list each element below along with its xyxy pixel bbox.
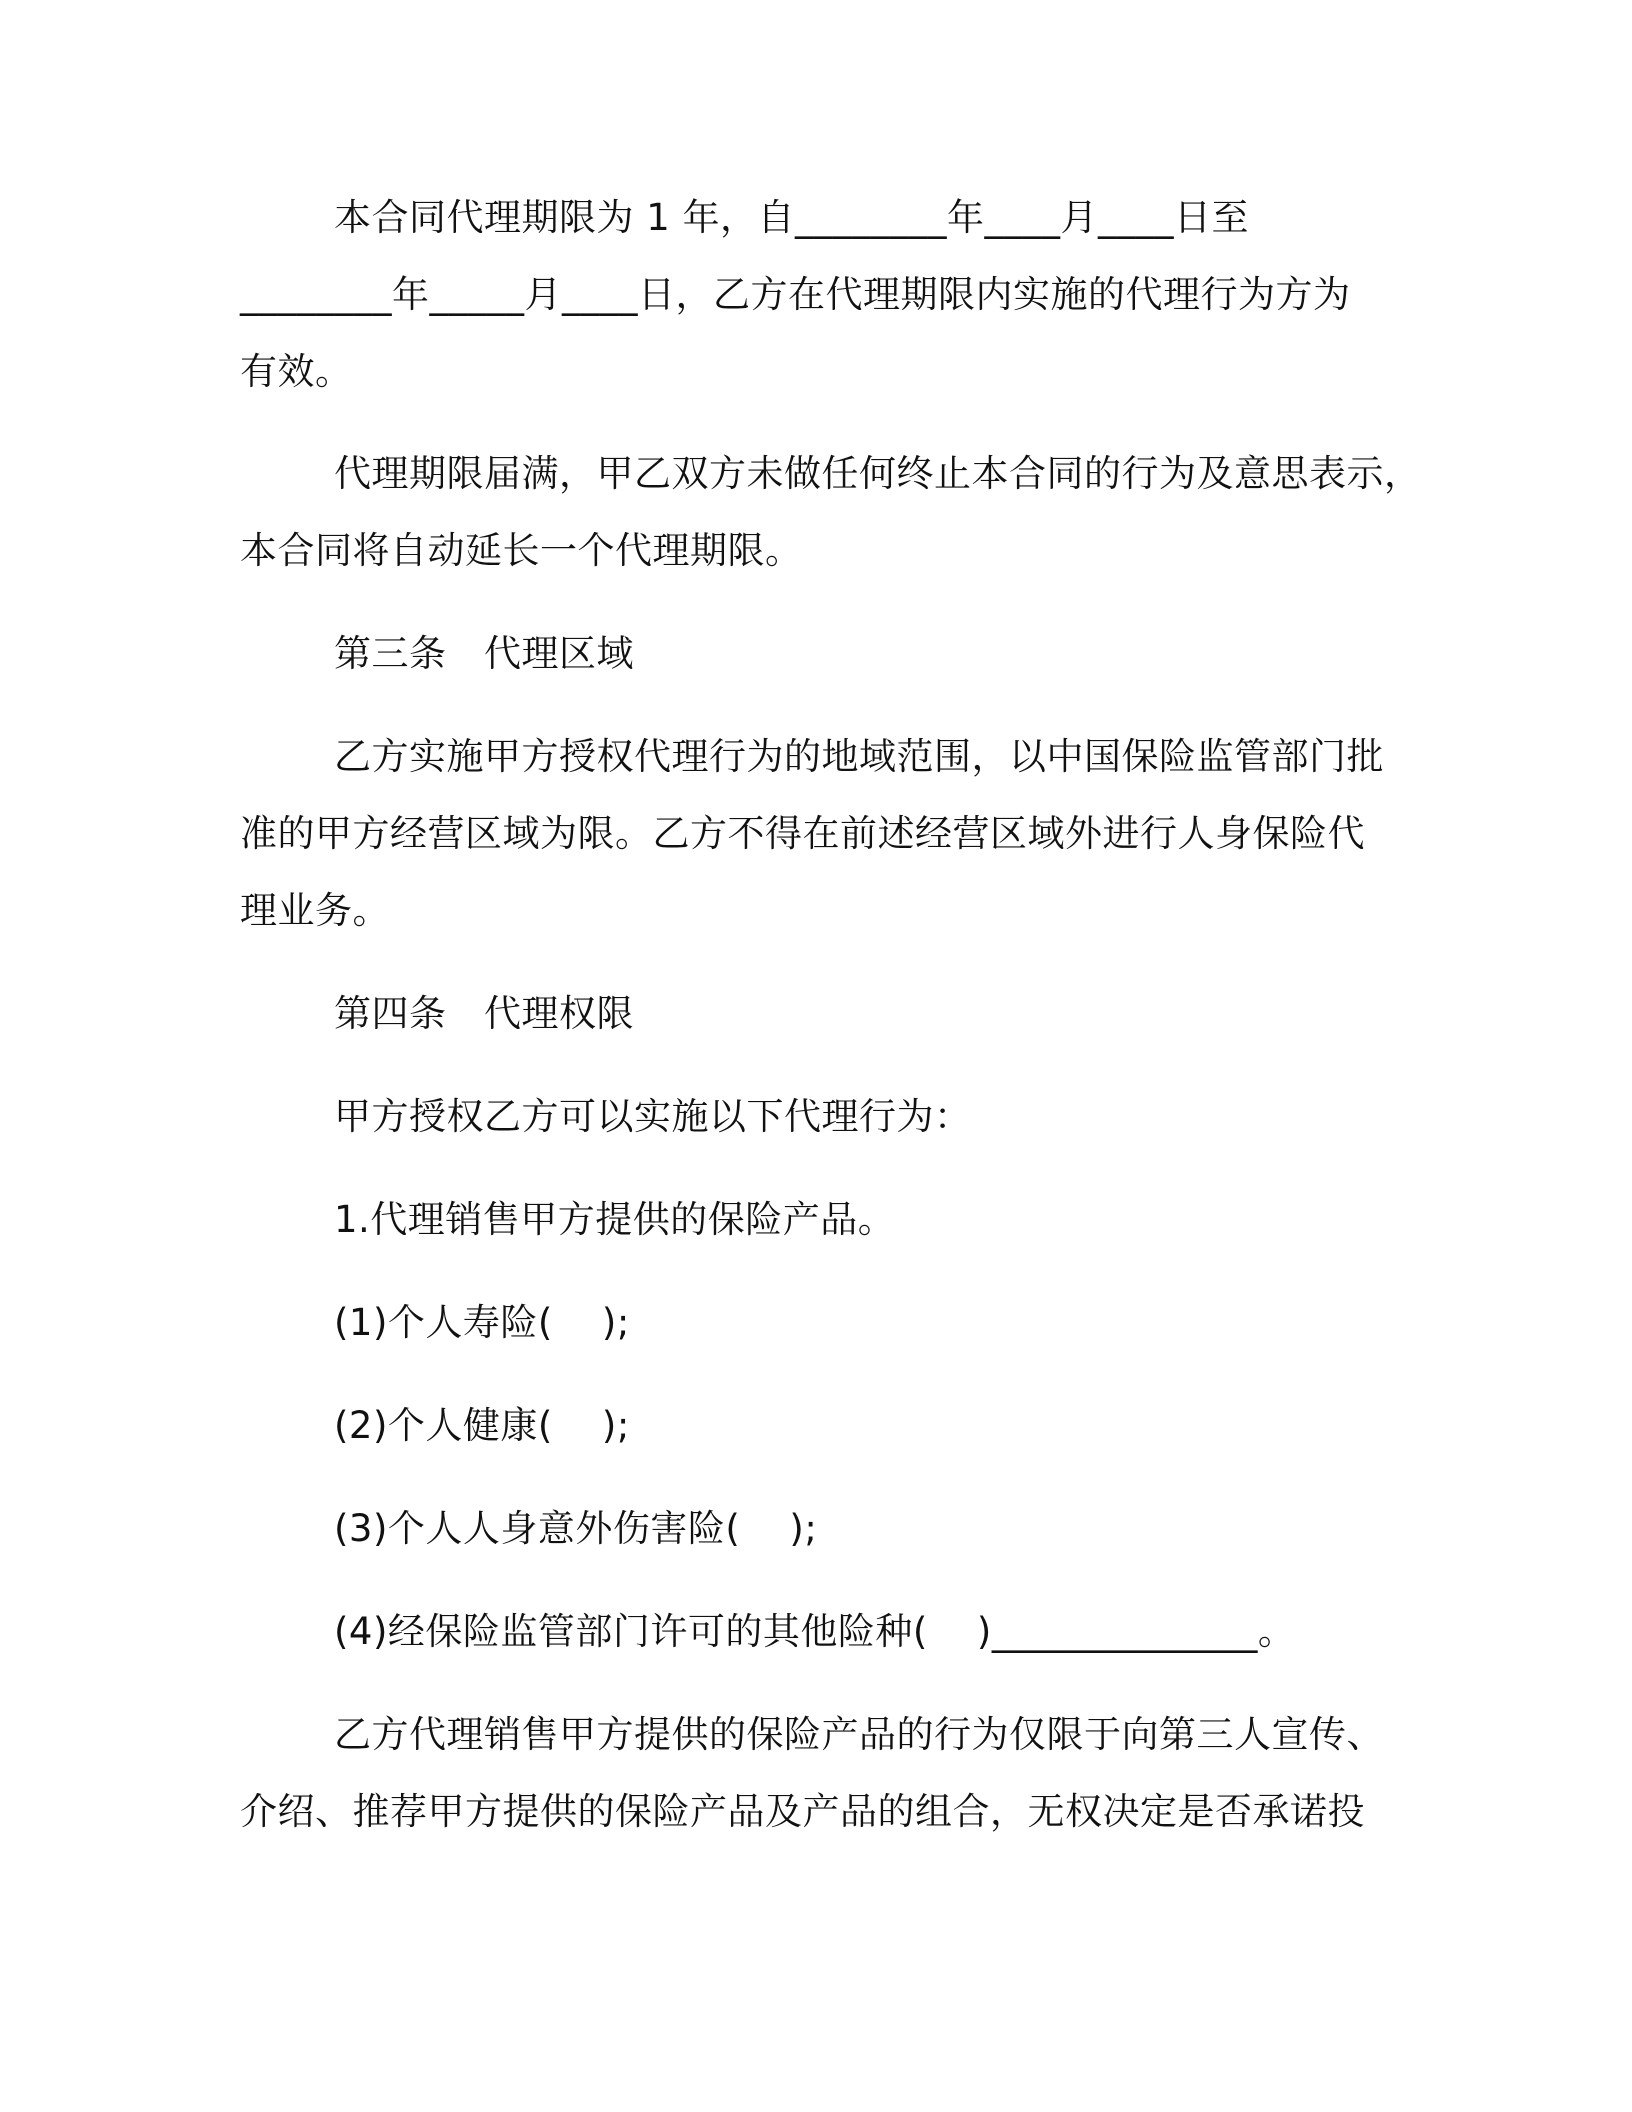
scope-paragraph-line-2: 介绍、推荐甲方提供的保险产品及产品的组合，无权决定是否承诺投 [240, 1790, 1365, 1833]
list-item-1: 1.代理销售甲方提供的保险产品。 [334, 1198, 896, 1241]
authority-intro: 甲方授权乙方可以实施以下代理行为： [334, 1095, 972, 1138]
region-paragraph-line-1: 乙方实施甲方授权代理行为的地域范围，以中国保险监管部门批 [334, 735, 1384, 778]
renewal-paragraph-line-2: 本合同将自动延长一个代理期限。 [240, 529, 803, 572]
renewal-paragraph-line-1: 代理期限届满，甲乙双方未做任何终止本合同的行为及意思表示， [334, 452, 1422, 495]
article-4-heading: 第四条 代理权限 [334, 992, 634, 1035]
region-paragraph-line-2: 准的甲方经营区域为限。乙方不得在前述经营区域外进行人身保险代 [240, 812, 1365, 855]
sub-item-1: (1)个人寿险( ); [334, 1301, 630, 1344]
region-paragraph-line-3: 理业务。 [240, 889, 390, 932]
sub-item-2: (2)个人健康( ); [334, 1404, 630, 1447]
article-3-heading: 第三条 代理区域 [334, 632, 634, 675]
term-paragraph-line-2: ________年_____月____日，乙方在代理期限内实施的代理行为方为 [240, 273, 1351, 316]
scope-paragraph-line-1: 乙方代理销售甲方提供的保险产品的行为仅限于向第三人宣传、 [334, 1713, 1384, 1756]
sub-item-4: (4)经保险监管部门许可的其他险种( )______________。 [334, 1610, 1296, 1653]
term-paragraph-line-3: 有效。 [240, 350, 353, 393]
term-paragraph-line-1: 本合同代理期限为 1 年，自________年____月____日至 [334, 196, 1250, 239]
sub-item-3: (3)个人人身意外伤害险( ); [334, 1507, 818, 1550]
